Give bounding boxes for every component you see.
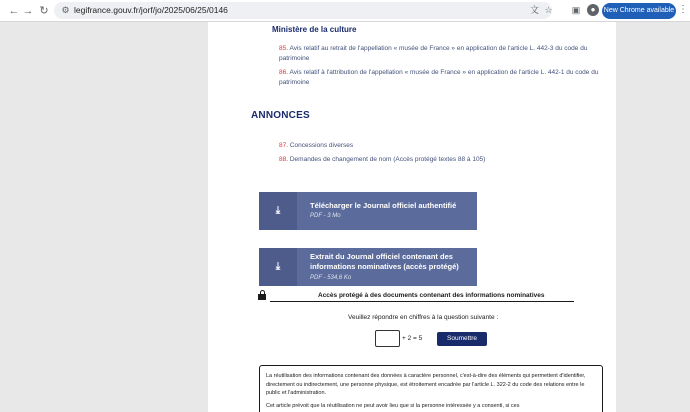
item-link[interactable]: Avis relatif à l'attribution de l'appellation « musée de France » en application de l'article L. 442-1 du code du patrimoine xyxy=(279,69,599,86)
captcha-equation: + 2 = 5 xyxy=(402,335,423,342)
reuse-info-box xyxy=(259,365,603,412)
item-number: 88. xyxy=(279,156,289,163)
captcha-question: Veuillez répondre en chiffres à la question suivante : xyxy=(348,314,499,321)
site-info-icon[interactable]: ⚙ xyxy=(61,5,70,15)
kebab-menu-icon[interactable]: ⋮ xyxy=(678,4,688,15)
download-title-line1: Extrait du Journal officiel contenant des xyxy=(310,252,453,261)
translate-icon[interactable]: 文 xyxy=(529,5,539,15)
download-title-line2: informations nominatives (accès protégé) xyxy=(310,262,459,271)
forward-arrow-icon[interactable]: → xyxy=(22,5,34,17)
download-title: Télécharger le Journal officiel authentifié xyxy=(310,201,457,210)
item-number: 87. xyxy=(279,142,289,149)
captcha-answer-input[interactable] xyxy=(375,330,400,347)
sommaire-item-88[interactable] xyxy=(279,155,599,165)
download-meta: PDF - 534,6 Ko xyxy=(310,275,352,281)
annonces-heading: ANNONCES xyxy=(251,110,310,121)
reload-icon[interactable]: ↻ xyxy=(39,5,49,17)
divider xyxy=(270,301,574,302)
protected-access-heading: Accès protégé à des documents contenant des informations nominatives xyxy=(318,292,545,299)
download-icon-box xyxy=(259,192,297,230)
page-content xyxy=(208,22,616,412)
star-icon[interactable]: ☆ xyxy=(544,5,553,15)
submit-button[interactable]: Soumettre xyxy=(437,332,487,346)
item-link[interactable]: Concessions diverses xyxy=(289,142,354,149)
ministry-heading: Ministère de la culture xyxy=(272,25,357,34)
url-text[interactable]: legifrance.gouv.fr/jorf/jo/2025/06/25/0146 xyxy=(74,5,228,15)
extensions-icon[interactable]: ▣ xyxy=(571,5,581,15)
new-chrome-available-button[interactable]: New Chrome available xyxy=(602,3,676,19)
browser-toolbar xyxy=(0,0,690,22)
download-icon: ⤓ xyxy=(275,261,281,272)
profile-avatar[interactable]: ● xyxy=(587,4,599,16)
lock-icon xyxy=(258,290,266,300)
sommaire-item-85[interactable] xyxy=(279,44,599,63)
download-icon-box xyxy=(259,248,297,286)
item-link[interactable]: Demandes de changement de nom (Accès protégé textes 88 à 105) xyxy=(289,156,486,163)
address-bar[interactable] xyxy=(54,2,552,19)
item-number: 86. xyxy=(279,69,289,76)
download-jo-authentifie-button[interactable] xyxy=(259,192,477,230)
sommaire-item-87[interactable] xyxy=(279,141,599,151)
sommaire-item-86[interactable] xyxy=(279,68,599,87)
info-paragraph: La réutilisation des informations contenant des données à caractère personnel, c'est-à-dire des éléments qui permettent d'identifier, directement ou indirectement, une personne physique, est étroitement encadrée par l'article L. 322-2 du code des relations entre le public et l'administration. xyxy=(266,373,586,396)
item-link[interactable]: Avis relatif au retrait de l'appellation « musée de France » en application de l'article L. 442-3 du code du patrimoine xyxy=(279,45,588,62)
download-meta: PDF - 3 Mo xyxy=(310,213,341,219)
item-number: 85. xyxy=(279,45,289,52)
back-arrow-icon[interactable]: ← xyxy=(8,5,20,17)
download-extrait-nominatif-button[interactable] xyxy=(259,248,477,286)
info-paragraph: Cet article prévoit que la réutilisation ne peut avoir lieu que si la personne intéressée y a consenti, si ces xyxy=(266,402,520,409)
download-icon: ⤓ xyxy=(275,205,281,216)
